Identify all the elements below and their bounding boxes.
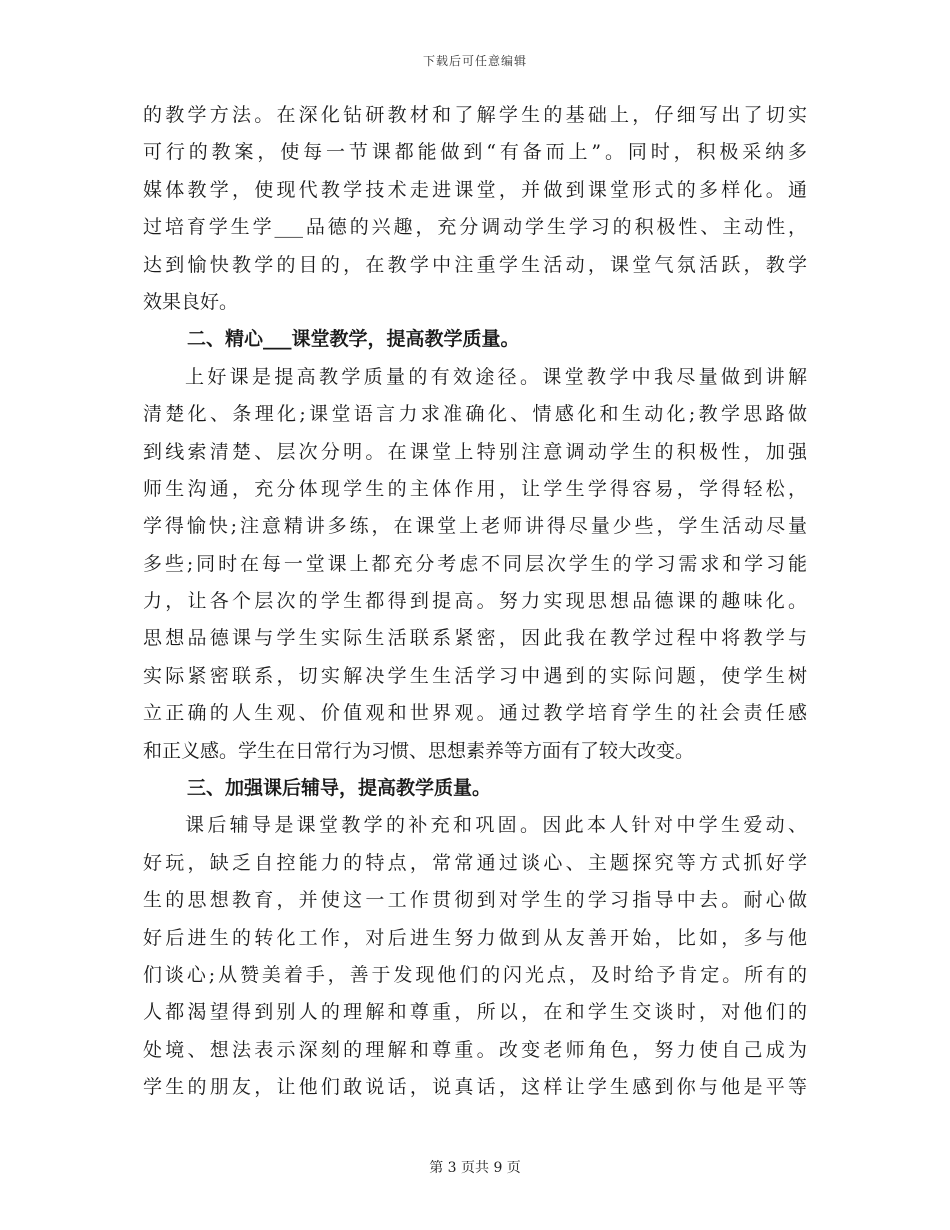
paragraph-line: 们谈心;从赞美着手，善于发现他们的闪光点，及时给予肯定。所有的 [143, 963, 807, 986]
section-heading: 三、加强课后辅导，提高教学质量。 [187, 777, 492, 800]
paragraph-line: 的教学方法。在深化钻研教材和了解学生的基础上，仔细写出了切实 [143, 104, 807, 126]
body-text [143, 97, 807, 1107]
page-header: 下载后可任意编辑 [422, 54, 527, 68]
paragraph-line: 人都渴望得到别人的理解和尊重，所以，在和学生交谈时，对他们的 [143, 1001, 807, 1024]
paragraph-line: 立正确的人生观、价值观和世界观。通过教学培育学生的社会责任感 [143, 702, 807, 725]
paragraph-line: 达到愉快教学的目的，在教学中注重学生活动，课堂气氛活跃，教学 [143, 253, 807, 276]
paragraph-line: 实际紧密联系，切实解决学生生活学习中遇到的实际问题，使学生树 [143, 664, 807, 687]
paragraph-line: 媒体教学，使现代教学技术走进课堂，并做到课堂形式的多样化。通 [143, 178, 807, 201]
paragraph-line: 学生的朋友，让他们敢说话，说真话，这样让学生感到你与他是平等 [143, 1076, 807, 1099]
paragraph-last-line: 效果良好。 [143, 290, 239, 313]
paragraph-line: 学得愉快;注意精讲多练，在课堂上老师讲得尽量少些，学生活动尽量 [143, 515, 807, 538]
paragraph-line: 师生沟通，充分体现学生的主体作用，让学生学得容易，学得轻松， [143, 477, 807, 500]
paragraph-first-line: 课后辅导是课堂教学的补充和巩固。因此本人针对中学生爱动、 [185, 814, 807, 837]
section-heading: 二、精心___课堂教学，提高教学质量。 [187, 328, 520, 351]
paragraph-line: 思想品德课与学生实际生活联系紧密，因此我在教学过程中将教学与 [143, 627, 807, 650]
paragraph-line: 可行的教案，使每一节课都能做到“有备而上”。同时，积极采纳多 [143, 141, 807, 164]
paragraph-last-line: 和正义感。学生在日常行为习惯、思想素养等方面有了较大改变。 [143, 739, 695, 762]
paragraph-line: 到线索清楚、层次分明。在课堂上特别注意调动学生的积极性，加强 [143, 440, 807, 463]
paragraph-line: 多些;同时在每一堂课上都充分考虑不同层次学生的学习需求和学习能 [143, 552, 807, 575]
page-footer: 第 3 页共 9 页 [429, 1160, 521, 1176]
paragraph-line: 处境、想法表示深刻的理解和尊重。改变老师角色，努力使自己成为 [143, 1038, 807, 1061]
paragraph-first-line: 上好课是提高教学质量的有效途径。课堂教学中我尽量做到讲解 [185, 365, 807, 388]
paragraph-line: 清楚化、条理化;课堂语言力求准确化、情感化和生动化;教学思路做 [143, 403, 807, 426]
paragraph-line: 生的思想教育，并使这一工作贯彻到对学生的学习指导中去。耐心做 [143, 889, 807, 912]
paragraph-line: 好玩，缺乏自控能力的特点，常常通过谈心、主题探究等方式抓好学 [143, 851, 807, 874]
paragraph-line: 力，让各个层次的学生都得到提高。努力实现思想品德课的趣味化。 [143, 590, 807, 613]
paragraph-line: 过培育学生学___品德的兴趣，充分调动学生学习的积极性、主动性， [143, 216, 807, 239]
paragraph-line: 好后进生的转化工作，对后进生努力做到从友善开始，比如，多与他 [143, 926, 807, 949]
